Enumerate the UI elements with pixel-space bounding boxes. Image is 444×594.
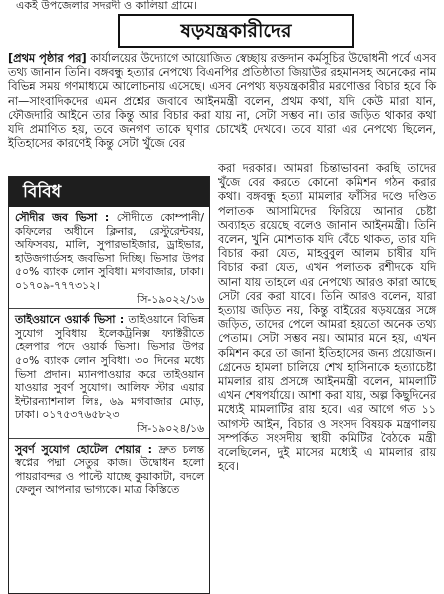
classified-ad xyxy=(9,439,209,499)
article-intro xyxy=(8,52,436,151)
article-right-column: করা দরকার। আমরা চিন্তাভাবনা করছি তাদের খুঁজে বের করতে কোনো কমিশন গঠন করার কথা। বঙ্গবন্ধু হত্যা মামলার ফাঁসির দণ্ডে দণ্ডিত পলাতক আসামিদের ফিরিয়ে আনার চেষ্টা অব্যাহত রয়েছে বলেও জানান আইনমন্ত্রী। তিনি বলেন, খুনি মোশতাক যদি বেঁচে থাকত, তার যদি বিচার করা যেত, মাহবুবুল আলম চাষীর যদি বিচার করা যেত, এখন পলাতক রশীদকে যদি আনা যায় তাহলে এর নেপথ্যে আরও কারা আছে সেটা বের করা যাবে। তিনি আরও বলেন, যারা হত্যায় জড়িত নয়, কিন্তু বাইরের ষড়যন্ত্রের সঙ্গে জড়িত, তাদের পেলে আমরা হয়তো অনেক তথ্য পেতাম। সেটা সম্ভব নয়। আমার মনে হয়, এখন কমিশন করে তা জানা ইতিহাসের জন্য প্রয়োজন। গ্রেনেড হামলা চালিয়ে শেখ হাসিনাকে হত্যাচেষ্টা মামলার রায় প্রসঙ্গে আইনমন্ত্রী বলেন, মামলাটি এখন শেষপর্যায়ে। আশা করা যায়, অল্প কিছুদিনের মধ্যেই মামলাটির রায় হবে। এর আগে গত ১১ আগস্ট আইন, বিচার ও সংসদ বিষয়ক মন্ত্রণালয় সম্পর্কিত সংসদীয় স্থায়ী কমিটির বৈঠকে মন্ত্রী বলেছিলেন, দুই মাসের মধ্যেই এ মামলার রায় হবে। xyxy=(218,162,436,474)
classified-ad-title: সুবর্ণ সুযোগ হোটেল শেয়ার : xyxy=(15,442,152,456)
classified-ad-code: সি-১৯০২৪/১৬ xyxy=(137,421,204,435)
classified-ad-body: তাইওয়ানে বিভিন্ন সুযোগ সুবিধায় ইলেকট্রনিক্স ফ্যাক্টরীতে হেলপার পদে ওয়ার্ক ভিসা। ভিসার উপর ৫০% ব্যাংক লোন সুবিধা। ৩০ দিনের মধ্যে ভিসা প্রদান। ম্যানপাওয়ার করে তাইওয়ান যাওয়ার সুবর্ণ সুযোগ। আলিফ স্টার এয়ার ইন্টারন্যাশনাল লিঃ, ৬৯ মগবাজার মোড়, ঢাকা। ০১৭৫৩৭৬৫৮২৩ xyxy=(15,313,204,422)
classified-ad-body: দ্রুত চলন্ত স্বপ্নের পদ্মা সেতুর কাজ। উদ্বোধন হলো পায়রাবন্দর ও পাল্টে যাচ্ছে কুয়াকাটা, বদলে ফেলুন আপনার ভাগ্যকে। মাত্র কিস্তিতে xyxy=(15,442,204,497)
article-headline: ষড়যন্ত্রকারীদের xyxy=(118,14,354,48)
classifieds-box xyxy=(8,176,210,594)
classified-ad xyxy=(9,207,209,309)
continued-tag: [প্রথম পৃষ্ঠার পর] xyxy=(8,52,87,65)
previous-article-fragment: একই উপজেলার সদরদী ও কালিয়া গ্রামে। xyxy=(16,0,197,10)
classified-ad-body: সৌদীতে কোম্পানী/কফিলের অধীনে ক্লিনার, রেস্টুরেন্টবয়, অফিসবয়, মালি, সুপারভাইজার, ড্রাইভার, হাউজগার্ডসহ জবভিসা দিচ্ছি। ভিসার উপর ৫০% ব্যাংক লোন সুবিধা। মগবাজার, ঢাকা। ০১৭০৯-৭৭৭৩১২। xyxy=(15,211,204,292)
classified-ad xyxy=(9,309,209,438)
classified-ad-code: সি-১৯০২২/১৬ xyxy=(137,292,204,306)
classified-ad-title: তাইওয়ানে ওয়ার্ক ভিসা : xyxy=(15,313,125,327)
classified-ad-title: সৌদীর জব ভিসা : xyxy=(15,211,110,224)
classifieds-header: বিবিধ xyxy=(9,177,209,207)
article-intro-text: কার্যালয়ের উদ্যোগে আয়োজিত স্বেচ্ছায় রক্তদান কর্মসূচির উদ্বোধনী পর্বে এসব তথ্য জানান তিনি। বঙ্গবন্ধু হত্যার নেপথ্যে বিএনপির প্রতিষ্ঠাতা জিয়াউর রহমানসহ অনেকের নাম বিভিন্ন সময় গণমাধ্যমে আলোচনায় এসেছে। এসব নেপথ্য ষড়যন্ত্রকারীর মরণোত্তর বিচার হবে কি না—সাংবাদিকদের এমন প্রশ্নের জবাবে আইনমন্ত্রী বলেন, প্রথম কথা, যদি কেউ মারা যান, ফৌজদারি আইনে তার কিন্তু আর বিচার করা যায় না, সেটা সম্ভব না। তার জড়িত থাকার কথা যদি প্রমাণিত হয়, তবে জনগণ তাকে ঘৃণার চোখেই দেখবে। তবে যারা এর নেপথ্যে ছিলেন, ইতিহাসের কারণেই কিন্তু সেটা খুঁজে বের xyxy=(8,52,436,151)
